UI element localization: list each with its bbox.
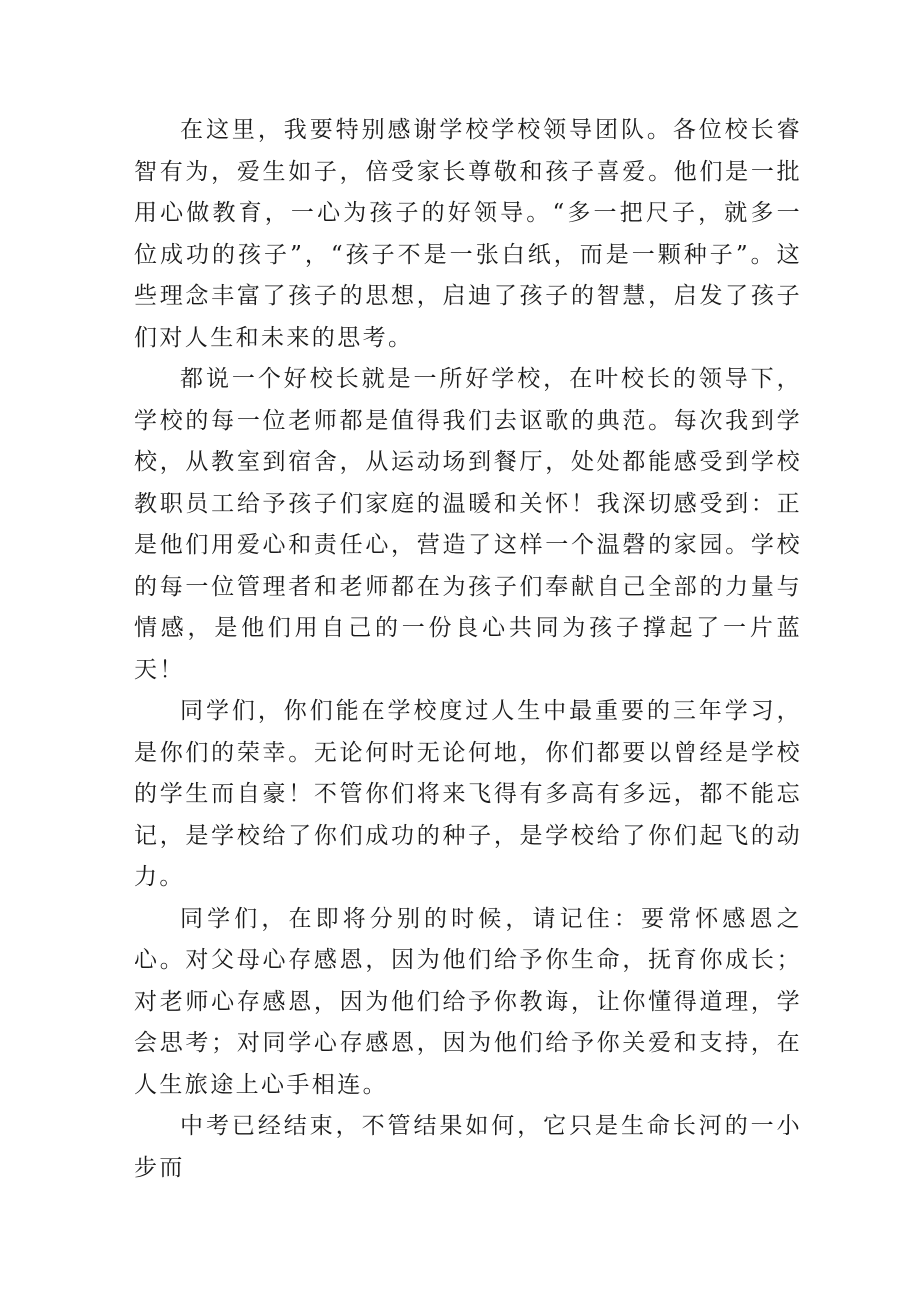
document-body	[134, 110, 802, 1189]
paragraph-be-grateful: 同学们，在即将分别的时候，请记住：要常怀感恩之心。对父母心存感恩，因为他们给予你生命，抚育你成长；对老师心存感恩，因为他们给予你教诲，让你懂得道理，学会思考；对同学心存感恩，因为他们给予你关爱和支持，在人生旅途上心手相连。	[134, 905, 802, 1098]
paragraph-teachers-praise: 都说一个好校长就是一所好学校，在叶校长的领导下，学校的每一位老师都是值得我们去讴歌的典范。每次我到学校，从教室到宿舍，从运动场到餐厅，处处都能感受到学校教职员工给予孩子们家庭的温暖和关怀！我深切感受到：正是他们用爱心和责任心，营造了这样一个温磬的家园。学校的每一位管理者和老师都在为孩子们奉献自己全部的力量与情感，是他们用自己的一份良心共同为孩子撑起了一片蓝天！	[134, 366, 802, 683]
paragraph-gratitude-leadership: 在这里，我要特别感谢学校学校领导团队。各位校长睿智有为，爱生如子，倍受家长尊敬和孩子喜爱。他们是一批用心做教育，一心为孩子的好领导。“多一把尺子，就多一位成功的孩子”，“孩子不是一张白纸，而是一颗种子”。这些理念丰富了孩子的思想，启迪了孩子的智慧，启发了孩子们对人生和未来的思考。	[134, 117, 802, 351]
paragraph-exam-ended: 中考已经结束，不管结果如何，它只是生命长河的一小步而	[134, 1113, 802, 1181]
paragraph-students-pride: 同学们，你们能在学校度过人生中最重要的三年学习，是你们的荣幸。无论何时无论何地，你们都要以曾经是学校的学生而自豪！不管你们将来飞得有多高有多远，都不能忘记，是学校给了你们成功的种子，是学校给了你们起飞的动力。	[134, 698, 802, 890]
